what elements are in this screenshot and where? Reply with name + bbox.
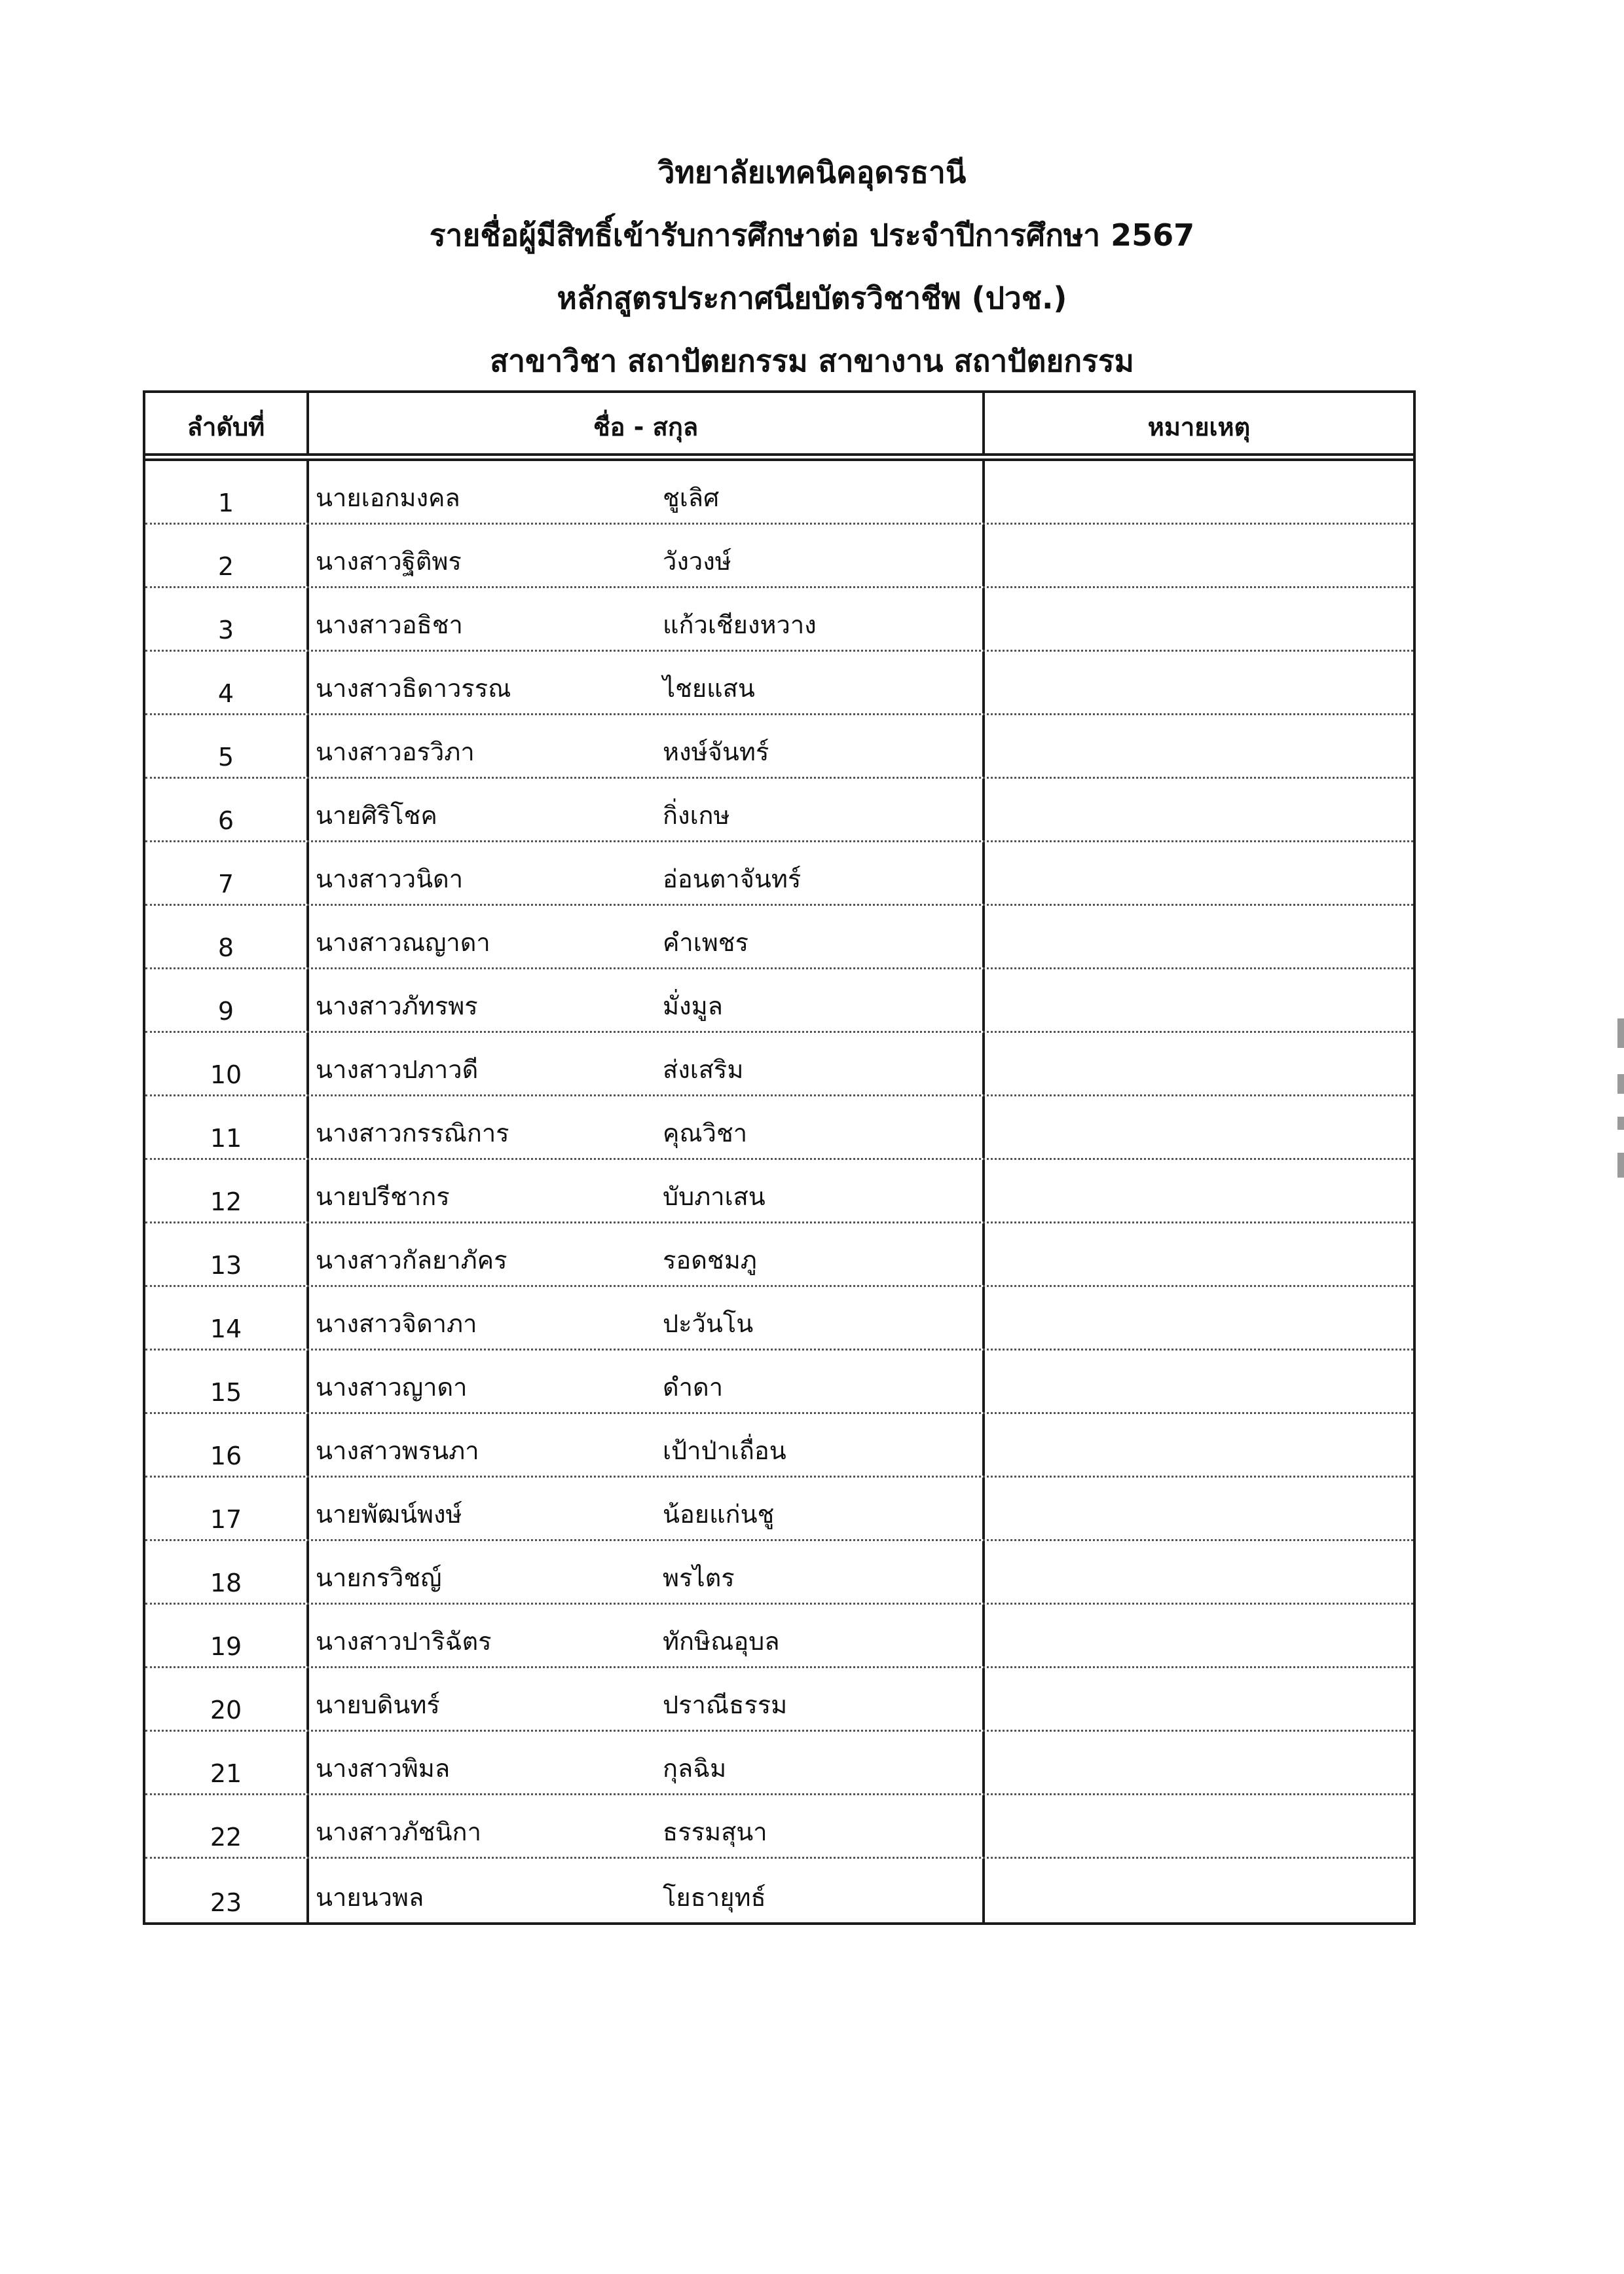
table-row — [145, 588, 1413, 652]
row-note — [985, 1033, 1413, 1094]
last-name: กุลฉิม — [663, 1754, 727, 1783]
row-note — [985, 1732, 1413, 1793]
row-note — [985, 1478, 1413, 1539]
row-note — [985, 1223, 1413, 1285]
row-note — [985, 906, 1413, 967]
row-number: 10 — [145, 1033, 309, 1094]
row-name-cell — [309, 1859, 985, 1922]
program-title: หลักสูตรประกาศนียบัตรวิชาชีพ (ปวช.) — [557, 280, 1067, 316]
table-row — [145, 715, 1413, 779]
row-name-cell — [309, 715, 985, 777]
last-name: กิ่งเกษ — [663, 801, 730, 830]
last-name: พรไตร — [663, 1563, 735, 1592]
table-row — [145, 1732, 1413, 1795]
row-number: 12 — [145, 1160, 309, 1221]
table-row — [145, 1351, 1413, 1414]
first-name: นางสาวกัลยาภัคร — [316, 1246, 507, 1275]
list-title: รายชื่อผู้มีสิทธิ์เข้ารับการศึกษาต่อ ประจำปีการศึกษา 2567 — [429, 217, 1195, 253]
row-number: 13 — [145, 1223, 309, 1285]
row-note — [985, 1287, 1413, 1349]
first-name: นางสาววนิดา — [316, 865, 464, 893]
row-name-cell — [309, 1795, 985, 1857]
header-divider — [145, 456, 1413, 461]
row-name-cell — [309, 1605, 985, 1666]
row-name-cell — [309, 1732, 985, 1793]
row-note — [985, 652, 1413, 713]
first-name: นางสาวอรวิภา — [316, 737, 475, 766]
row-number: 16 — [145, 1414, 309, 1476]
table-row — [145, 1668, 1413, 1732]
table-row — [145, 969, 1413, 1033]
table-row — [145, 1478, 1413, 1541]
table-row — [145, 1795, 1413, 1859]
first-name: นายนวพล — [316, 1883, 424, 1912]
last-name: ทักษิณอุบล — [663, 1627, 780, 1656]
last-name: ธรรมสุนา — [663, 1817, 767, 1846]
college-name: วิทยาลัยเทคนิคอุดรธานี — [657, 155, 967, 190]
row-note — [985, 461, 1413, 523]
row-number: 14 — [145, 1287, 309, 1349]
table-row — [145, 652, 1413, 715]
table-row — [145, 842, 1413, 906]
row-number: 9 — [145, 969, 309, 1031]
row-name-cell — [309, 1096, 985, 1158]
row-note — [985, 1541, 1413, 1603]
scan-edge-mark — [1617, 1074, 1624, 1094]
row-name-cell — [309, 1351, 985, 1412]
last-name: น้อยแก่นชู — [663, 1500, 775, 1529]
row-name-cell — [309, 525, 985, 586]
scan-edge-mark — [1617, 1018, 1624, 1048]
row-note — [985, 1859, 1413, 1922]
row-name-cell — [309, 461, 985, 523]
first-name: นางสาวอธิชา — [316, 610, 463, 639]
row-name-cell — [309, 1541, 985, 1603]
row-note — [985, 588, 1413, 650]
row-name-cell — [309, 1668, 985, 1730]
table-row — [145, 906, 1413, 969]
table-row — [145, 1605, 1413, 1668]
last-name: คำเพชร — [663, 928, 748, 957]
row-note — [985, 715, 1413, 777]
row-number: 2 — [145, 525, 309, 586]
first-name: นางสาวภัชนิกา — [316, 1817, 481, 1846]
table-row — [145, 779, 1413, 842]
first-name: นางสาวณญาดา — [316, 928, 490, 957]
last-name: ดำดา — [663, 1373, 724, 1402]
last-name: ไชยแสน — [663, 674, 755, 703]
row-note — [985, 1096, 1413, 1158]
first-name: นางสาวปภาวดี — [316, 1055, 479, 1084]
scan-edge-mark — [1617, 1117, 1624, 1130]
first-name: นางสาวกรรณิการ — [316, 1119, 509, 1147]
row-note — [985, 1795, 1413, 1857]
last-name: เป้าป่าเถื่อน — [663, 1436, 786, 1465]
row-note — [985, 1605, 1413, 1666]
row-note — [985, 525, 1413, 586]
row-name-cell — [309, 1033, 985, 1094]
table-row — [145, 1160, 1413, 1223]
last-name: ปราณีธรรม — [663, 1690, 788, 1719]
row-number: 15 — [145, 1351, 309, 1412]
row-number: 17 — [145, 1478, 309, 1539]
first-name: นายกรวิชญ์ — [316, 1563, 442, 1592]
first-name: นางสาวภัทรพร — [316, 992, 478, 1020]
row-name-cell — [309, 1478, 985, 1539]
row-number: 19 — [145, 1605, 309, 1666]
row-number: 8 — [145, 906, 309, 967]
first-name: นางสาวญาดา — [316, 1373, 468, 1402]
first-name: นางสาวพิมล — [316, 1754, 451, 1783]
row-name-cell — [309, 779, 985, 840]
row-number: 11 — [145, 1096, 309, 1158]
student-table — [143, 390, 1416, 1925]
row-name-cell — [309, 1223, 985, 1285]
row-number: 1 — [145, 461, 309, 523]
row-number: 18 — [145, 1541, 309, 1603]
first-name: นางสาวธิดาวรรณ — [316, 674, 511, 703]
first-name: นายปรีชากร — [316, 1182, 450, 1211]
last-name: บับภาเสน — [663, 1182, 766, 1211]
table-body — [145, 461, 1413, 1922]
row-number: 20 — [145, 1668, 309, 1730]
last-name: วังวงษ์ — [663, 547, 731, 576]
table-row — [145, 1033, 1413, 1096]
row-name-cell — [309, 588, 985, 650]
row-number: 23 — [145, 1859, 309, 1922]
row-number: 3 — [145, 588, 309, 650]
table-row — [145, 1859, 1413, 1922]
column-header-no: ลำดับที่ — [145, 393, 309, 453]
row-note — [985, 779, 1413, 840]
last-name: ชูเลิศ — [663, 483, 720, 512]
last-name: แก้วเชียงหวาง — [663, 610, 817, 639]
row-name-cell — [309, 969, 985, 1031]
last-name: รอดชมภู — [663, 1246, 757, 1275]
row-note — [985, 842, 1413, 904]
row-number: 22 — [145, 1795, 309, 1857]
column-header-note: หมายเหตุ — [1147, 413, 1251, 441]
last-name: คุณวิชา — [663, 1119, 748, 1147]
first-name: นางสาวฐิติพร — [316, 547, 462, 576]
table-row — [145, 525, 1413, 588]
row-number: 5 — [145, 715, 309, 777]
row-note — [985, 1668, 1413, 1730]
first-name: นางสาวจิดาภา — [316, 1309, 477, 1338]
last-name: โยธายุทธ์ — [663, 1883, 766, 1912]
row-name-cell — [309, 1160, 985, 1221]
row-number: 4 — [145, 652, 309, 713]
table-row — [145, 1541, 1413, 1605]
row-note — [985, 1414, 1413, 1476]
row-number: 7 — [145, 842, 309, 904]
table-row — [145, 1414, 1413, 1478]
field-title: สาขาวิชา สถาปัตยกรรม สาขางาน สถาปัตยกรรม — [490, 343, 1134, 379]
first-name: นางสาวปาริฉัตร — [316, 1627, 492, 1656]
table-header-row — [145, 393, 1413, 456]
first-name: นายพัฒน์พงษ์ — [316, 1500, 462, 1529]
row-note — [985, 969, 1413, 1031]
last-name: อ่อนตาจันทร์ — [663, 865, 802, 893]
row-name-cell — [309, 652, 985, 713]
table-row — [145, 1096, 1413, 1160]
row-number: 6 — [145, 779, 309, 840]
column-header-name: ชื่อ - สกุล — [309, 393, 985, 453]
row-name-cell — [309, 1287, 985, 1349]
table-row — [145, 1223, 1413, 1287]
last-name: หงษ์จันทร์ — [663, 737, 769, 766]
last-name: ปะวันโน — [663, 1309, 754, 1338]
row-number: 21 — [145, 1732, 309, 1793]
scan-edge-mark — [1617, 1153, 1624, 1178]
row-note — [985, 1351, 1413, 1412]
row-name-cell — [309, 842, 985, 904]
first-name: นายเอกมงคล — [316, 483, 460, 512]
first-name: นายศิริโชค — [316, 801, 437, 830]
document-header — [0, 141, 1624, 392]
last-name: มั่งมูล — [663, 992, 723, 1020]
row-name-cell — [309, 906, 985, 967]
first-name: นายบดินทร์ — [316, 1690, 440, 1719]
last-name: ส่งเสริม — [663, 1055, 744, 1084]
table-row — [145, 1287, 1413, 1351]
row-name-cell — [309, 1414, 985, 1476]
first-name: นางสาวพรนภา — [316, 1436, 479, 1465]
row-note — [985, 1160, 1413, 1221]
table-row — [145, 461, 1413, 525]
